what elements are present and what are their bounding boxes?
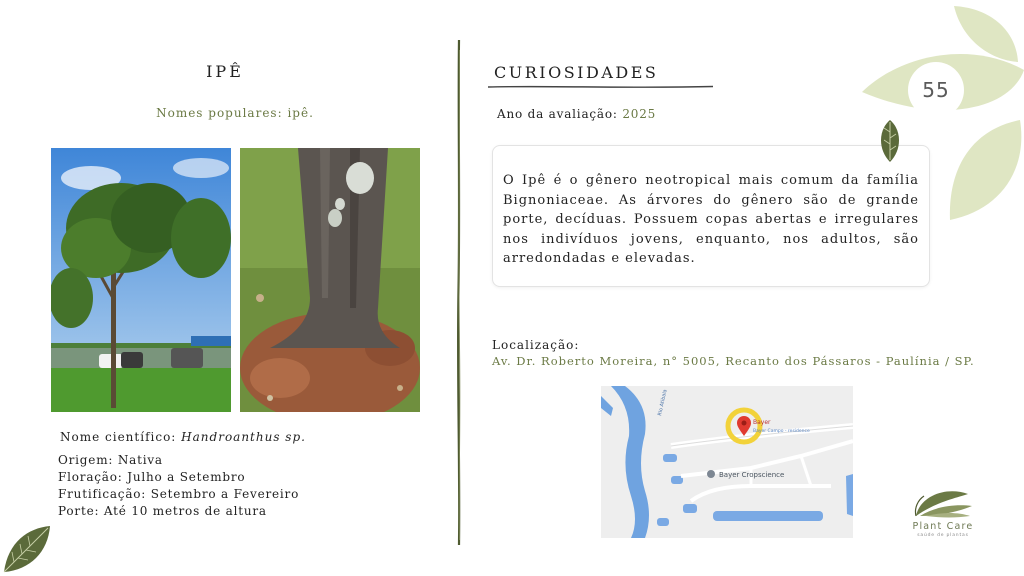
map-place-icon[interactable] bbox=[707, 470, 715, 478]
small-leaf-icon bbox=[878, 120, 902, 162]
evaluation-year-value: 2025 bbox=[622, 107, 657, 121]
corner-leaf-icon bbox=[0, 522, 52, 576]
brand-tagline: saúde de plantas bbox=[917, 533, 969, 538]
page-number: 55 bbox=[908, 62, 964, 118]
location-label: Localização: bbox=[492, 338, 580, 352]
evaluation-year-label: Ano da avaliação: bbox=[497, 107, 618, 121]
brand-name: Plant Care bbox=[912, 521, 974, 532]
fact-flowering: Floração: Julho a Setembro bbox=[58, 470, 246, 484]
location-address: Av. Dr. Roberto Moreira, n° 5005, Recanto dos Pássaros - Paulínia / SP. bbox=[492, 354, 975, 368]
fact-size: Porte: Até 10 metros de altura bbox=[58, 504, 267, 518]
map-river-label: Rio Atibaia bbox=[657, 388, 669, 417]
popular-names bbox=[120, 106, 350, 120]
column-divider bbox=[452, 40, 466, 545]
title-underline bbox=[488, 84, 713, 90]
popular-names-value: ipê. bbox=[287, 106, 314, 120]
tree-photo bbox=[51, 148, 231, 412]
scientific-name-label: Nome científico: bbox=[60, 430, 177, 444]
description-text: O Ipê é o gênero neotropical mais comum da família Bignoniaceae. As árvores do gênero são de grande porte, decíduas. Possuem copas abertas e irregulares nos indivíduos jovens, enquanto, nos adultos, são arredondadas e elevadas. bbox=[503, 173, 919, 266]
location-map[interactable] bbox=[601, 386, 853, 538]
scientific-name bbox=[60, 430, 306, 444]
map-marker-sublabel: Bayer Campo - residence bbox=[753, 429, 810, 434]
map-marker-label: Bayer bbox=[753, 419, 771, 426]
tree-name-title: IPÊ bbox=[206, 62, 244, 81]
trunk-photo bbox=[240, 148, 420, 412]
tree-facts bbox=[58, 452, 299, 520]
fact-fruiting: Frutificação: Setembro a Fevereiro bbox=[58, 487, 300, 501]
curiosities-title: CURIOSIDADES bbox=[494, 63, 659, 82]
popular-names-label: Nomes populares: bbox=[156, 106, 283, 120]
scientific-name-value: Handroanthus sp. bbox=[181, 430, 306, 444]
map-place-label: Bayer Cropscience bbox=[719, 471, 785, 479]
evaluation-year bbox=[497, 107, 656, 121]
fact-origin: Origem: Nativa bbox=[58, 453, 163, 467]
